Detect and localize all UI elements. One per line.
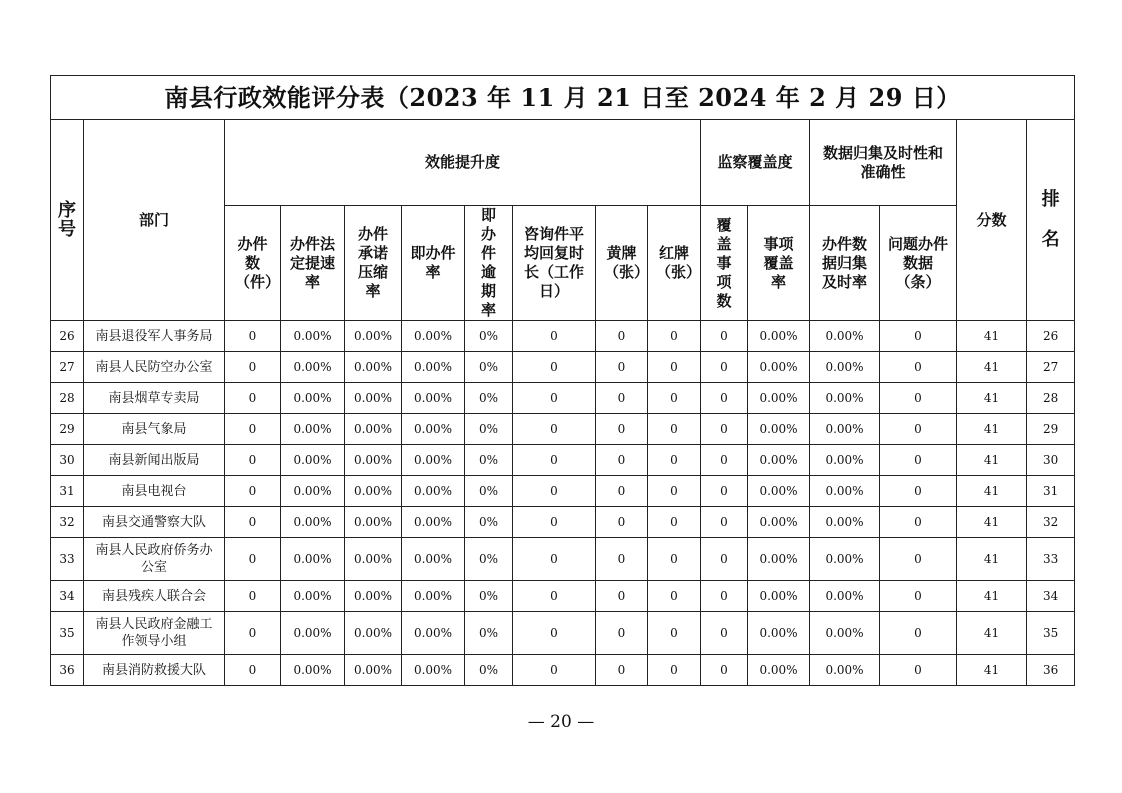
- table-cell: 0.00%: [810, 476, 880, 507]
- table-cell: 0: [513, 612, 596, 655]
- table-cell: 35: [1027, 612, 1075, 655]
- table-cell: 0: [880, 321, 957, 352]
- table-cell: 0.00%: [345, 612, 402, 655]
- table-cell: 0: [225, 507, 281, 538]
- table-cell: 0: [648, 612, 701, 655]
- table-cell: 0.00%: [345, 581, 402, 612]
- table-cell: 0: [596, 445, 648, 476]
- table-cell: 0.00%: [281, 321, 345, 352]
- table-row: [51, 352, 1075, 383]
- table-cell: 0: [701, 538, 748, 581]
- table-cell: 36: [1027, 655, 1075, 686]
- table-cell: 0: [880, 352, 957, 383]
- table-cell: 0.00%: [281, 445, 345, 476]
- table-cell: 0: [596, 581, 648, 612]
- table-cell: 33: [1027, 538, 1075, 581]
- table-cell: 0: [225, 383, 281, 414]
- table-cell: 0: [880, 612, 957, 655]
- table-cell: 41: [957, 414, 1027, 445]
- table-cell: 27: [51, 352, 84, 383]
- table-cell: 0: [648, 352, 701, 383]
- page-number: — 20 —: [527, 712, 595, 732]
- table-cell: 0%: [465, 581, 513, 612]
- table-cell: 34: [51, 581, 84, 612]
- table-row: [51, 383, 1075, 414]
- table-cell: 0: [648, 445, 701, 476]
- header-sub-10: 办件数据归集及时率: [810, 206, 880, 321]
- table-cell: 0.00%: [281, 655, 345, 686]
- table-cell: 31: [51, 476, 84, 507]
- table-cell: 0.00%: [345, 538, 402, 581]
- table-cell: 0: [596, 383, 648, 414]
- table-cell: 0.00%: [810, 414, 880, 445]
- table-cell: 34: [1027, 581, 1075, 612]
- table-cell: 0.00%: [748, 414, 810, 445]
- header-data-group: 数据归集及时性和准确性: [810, 120, 957, 206]
- table-cell: 0: [596, 538, 648, 581]
- table-cell: 0%: [465, 538, 513, 581]
- table-cell: 0%: [465, 414, 513, 445]
- table-cell: 0.00%: [810, 655, 880, 686]
- table-cell: 0: [880, 655, 957, 686]
- score-table: [50, 75, 1075, 686]
- table-cell: 0.00%: [281, 383, 345, 414]
- table-cell: 0: [513, 352, 596, 383]
- table-cell: 0.00%: [345, 476, 402, 507]
- table-cell: 29: [51, 414, 84, 445]
- table-cell: 0: [648, 321, 701, 352]
- table-cell: 0: [701, 383, 748, 414]
- table-cell: 0: [513, 414, 596, 445]
- table-cell: 32: [1027, 507, 1075, 538]
- table-cell: 0.00%: [748, 321, 810, 352]
- table-cell: 30: [1027, 445, 1075, 476]
- table-cell: 0: [225, 538, 281, 581]
- table-cell: 0.00%: [402, 383, 465, 414]
- header-sub-9: 事项覆盖率: [748, 206, 810, 321]
- table-cell: 0: [225, 321, 281, 352]
- table-cell: 32: [51, 507, 84, 538]
- table-cell: 31: [1027, 476, 1075, 507]
- header-sub-7: 红牌（张）: [648, 206, 701, 321]
- table-cell: 0.00%: [748, 612, 810, 655]
- table-cell: 0.00%: [748, 655, 810, 686]
- table-cell: 0: [513, 581, 596, 612]
- table-cell: 0: [225, 655, 281, 686]
- header-sub-2: 办件承诺压缩率: [345, 206, 402, 321]
- table-cell: 29: [1027, 414, 1075, 445]
- table-cell: 0: [701, 507, 748, 538]
- table-cell: 0: [596, 476, 648, 507]
- table-cell: 36: [51, 655, 84, 686]
- table-title: 南县行政效能评分表（2023 年 11 月 21 日至 2024 年 2 月 29 日）: [51, 76, 1075, 120]
- table-cell: 41: [957, 538, 1027, 581]
- table-cell: 41: [957, 476, 1027, 507]
- table-cell: 0: [701, 476, 748, 507]
- table-cell: 0.00%: [748, 445, 810, 476]
- table-cell: 0.00%: [345, 383, 402, 414]
- table-cell: 0.00%: [748, 352, 810, 383]
- table-cell: 28: [1027, 383, 1075, 414]
- table-cell: 0: [648, 414, 701, 445]
- table-cell: 0: [225, 414, 281, 445]
- table-cell: 0: [648, 655, 701, 686]
- table-cell: 35: [51, 612, 84, 655]
- table-cell: 0: [880, 507, 957, 538]
- header-sub-4: 即办件逾期率: [465, 206, 513, 321]
- table-cell: 0: [596, 655, 648, 686]
- table-cell: 0: [596, 612, 648, 655]
- header-sub-8: 覆盖事项数: [701, 206, 748, 321]
- dept-cell: 南县退役军人事务局: [84, 321, 225, 352]
- table-cell: 41: [957, 445, 1027, 476]
- table-cell: 33: [51, 538, 84, 581]
- table-cell: 0: [880, 414, 957, 445]
- table-cell: 41: [957, 507, 1027, 538]
- table-cell: 0.00%: [345, 655, 402, 686]
- table-row: [51, 538, 1075, 581]
- dept-cell: 南县残疾人联合会: [84, 581, 225, 612]
- table-cell: 0: [648, 581, 701, 612]
- table-row: [51, 414, 1075, 445]
- table-row: [51, 507, 1075, 538]
- table-cell: 0.00%: [402, 414, 465, 445]
- table-cell: 0.00%: [281, 414, 345, 445]
- table-cell: 0: [880, 445, 957, 476]
- table-cell: 0.00%: [402, 581, 465, 612]
- header-rank: 排名: [1027, 120, 1075, 321]
- table-cell: 0.00%: [402, 445, 465, 476]
- table-cell: 26: [1027, 321, 1075, 352]
- table-cell: 0.00%: [402, 655, 465, 686]
- table-cell: 0: [701, 612, 748, 655]
- table-cell: 0.00%: [810, 352, 880, 383]
- header-efficiency: 效能提升度: [225, 120, 701, 206]
- table-cell: 0: [513, 476, 596, 507]
- table-cell: 0%: [465, 445, 513, 476]
- table-cell: 0: [596, 321, 648, 352]
- table-cell: 0: [648, 383, 701, 414]
- table-cell: 0: [225, 445, 281, 476]
- dept-cell: 南县烟草专卖局: [84, 383, 225, 414]
- table-cell: 0.00%: [748, 383, 810, 414]
- table-cell: 0%: [465, 383, 513, 414]
- table-cell: 41: [957, 655, 1027, 686]
- table-cell: 0.00%: [748, 538, 810, 581]
- table-body: [51, 321, 1075, 686]
- table-cell: 0.00%: [810, 383, 880, 414]
- table-cell: 0: [513, 507, 596, 538]
- table-cell: 0: [880, 581, 957, 612]
- dept-cell: 南县气象局: [84, 414, 225, 445]
- table-cell: 0%: [465, 352, 513, 383]
- table-cell: 0: [513, 538, 596, 581]
- table-row: [51, 321, 1075, 352]
- dept-cell: 南县人民政府侨务办公室: [84, 538, 225, 581]
- dept-cell: 南县消防救援大队: [84, 655, 225, 686]
- table-cell: 0.00%: [345, 414, 402, 445]
- table-cell: 0.00%: [402, 352, 465, 383]
- table-cell: 0: [701, 655, 748, 686]
- table-row: [51, 445, 1075, 476]
- table-cell: 30: [51, 445, 84, 476]
- table-cell: 41: [957, 383, 1027, 414]
- table-cell: 0.00%: [281, 507, 345, 538]
- table-cell: 0: [225, 352, 281, 383]
- table-row: [51, 476, 1075, 507]
- table-cell: 0.00%: [748, 581, 810, 612]
- table-cell: 0.00%: [402, 321, 465, 352]
- table-cell: 0: [225, 612, 281, 655]
- table-cell: 0.00%: [810, 445, 880, 476]
- table-cell: 0.00%: [281, 538, 345, 581]
- dept-cell: 南县新闻出版局: [84, 445, 225, 476]
- table-row: [51, 612, 1075, 655]
- table-cell: 0: [701, 352, 748, 383]
- dept-cell: 南县电视台: [84, 476, 225, 507]
- header-seq: 序号: [51, 120, 84, 321]
- table-cell: 0.00%: [402, 612, 465, 655]
- table-cell: 0: [596, 414, 648, 445]
- header-sub-0: 办件数（件）: [225, 206, 281, 321]
- header-sub-3: 即办件率: [402, 206, 465, 321]
- table-cell: 0: [596, 352, 648, 383]
- table-cell: 0.00%: [402, 476, 465, 507]
- table-cell: 0.00%: [402, 538, 465, 581]
- table-cell: 0.00%: [345, 445, 402, 476]
- table-cell: 0: [513, 383, 596, 414]
- table-cell: 0: [596, 507, 648, 538]
- header-sub-6: 黄牌（张）: [596, 206, 648, 321]
- table-cell: 0.00%: [810, 321, 880, 352]
- table-cell: 0.00%: [345, 507, 402, 538]
- table-cell: 0.00%: [402, 507, 465, 538]
- table-cell: 0: [513, 655, 596, 686]
- table-cell: 41: [957, 321, 1027, 352]
- table-cell: 0: [701, 321, 748, 352]
- dept-cell: 南县人民政府金融工作领导小组: [84, 612, 225, 655]
- table-cell: 0%: [465, 321, 513, 352]
- table-cell: 0.00%: [748, 476, 810, 507]
- header-sub-5: 咨询件平均回复时长（工作日）: [513, 206, 596, 321]
- table-cell: 0.00%: [345, 352, 402, 383]
- table-cell: 0.00%: [810, 507, 880, 538]
- table-cell: 0.00%: [281, 581, 345, 612]
- table-cell: 0: [880, 538, 957, 581]
- header-dept: 部门: [84, 120, 225, 321]
- table-cell: 0: [648, 476, 701, 507]
- table-cell: 28: [51, 383, 84, 414]
- header-score: 分数: [957, 120, 1027, 321]
- table-cell: 0: [225, 476, 281, 507]
- table-cell: 0.00%: [810, 581, 880, 612]
- header-supervision: 监察覆盖度: [701, 120, 810, 206]
- table-row: [51, 581, 1075, 612]
- dept-cell: 南县交通警察大队: [84, 507, 225, 538]
- table-cell: 0.00%: [810, 538, 880, 581]
- table-cell: 0: [701, 581, 748, 612]
- table-cell: 41: [957, 352, 1027, 383]
- table-cell: 0%: [465, 476, 513, 507]
- table-cell: 0: [513, 321, 596, 352]
- table-cell: 0: [513, 445, 596, 476]
- table-cell: 0%: [465, 612, 513, 655]
- table-row: [51, 655, 1075, 686]
- table-cell: 41: [957, 581, 1027, 612]
- header-sub-11: 问题办件数据（条）: [880, 206, 957, 321]
- table-cell: 0.00%: [345, 321, 402, 352]
- table-cell: 26: [51, 321, 84, 352]
- table-cell: 0: [648, 507, 701, 538]
- table-cell: 0%: [465, 655, 513, 686]
- table-cell: 0: [701, 445, 748, 476]
- table-cell: 0%: [465, 507, 513, 538]
- table-cell: 0: [880, 476, 957, 507]
- table-cell: 27: [1027, 352, 1075, 383]
- table-cell: 0.00%: [810, 612, 880, 655]
- table-cell: 0: [225, 581, 281, 612]
- table-cell: 0.00%: [281, 612, 345, 655]
- table-cell: 0.00%: [748, 507, 810, 538]
- dept-cell: 南县人民防空办公室: [84, 352, 225, 383]
- table-cell: 41: [957, 612, 1027, 655]
- table-cell: 0: [648, 538, 701, 581]
- table-cell: 0.00%: [281, 476, 345, 507]
- table-cell: 0: [880, 383, 957, 414]
- header-sub-1: 办件法定提速率: [281, 206, 345, 321]
- table-cell: 0: [701, 414, 748, 445]
- table-cell: 0.00%: [281, 352, 345, 383]
